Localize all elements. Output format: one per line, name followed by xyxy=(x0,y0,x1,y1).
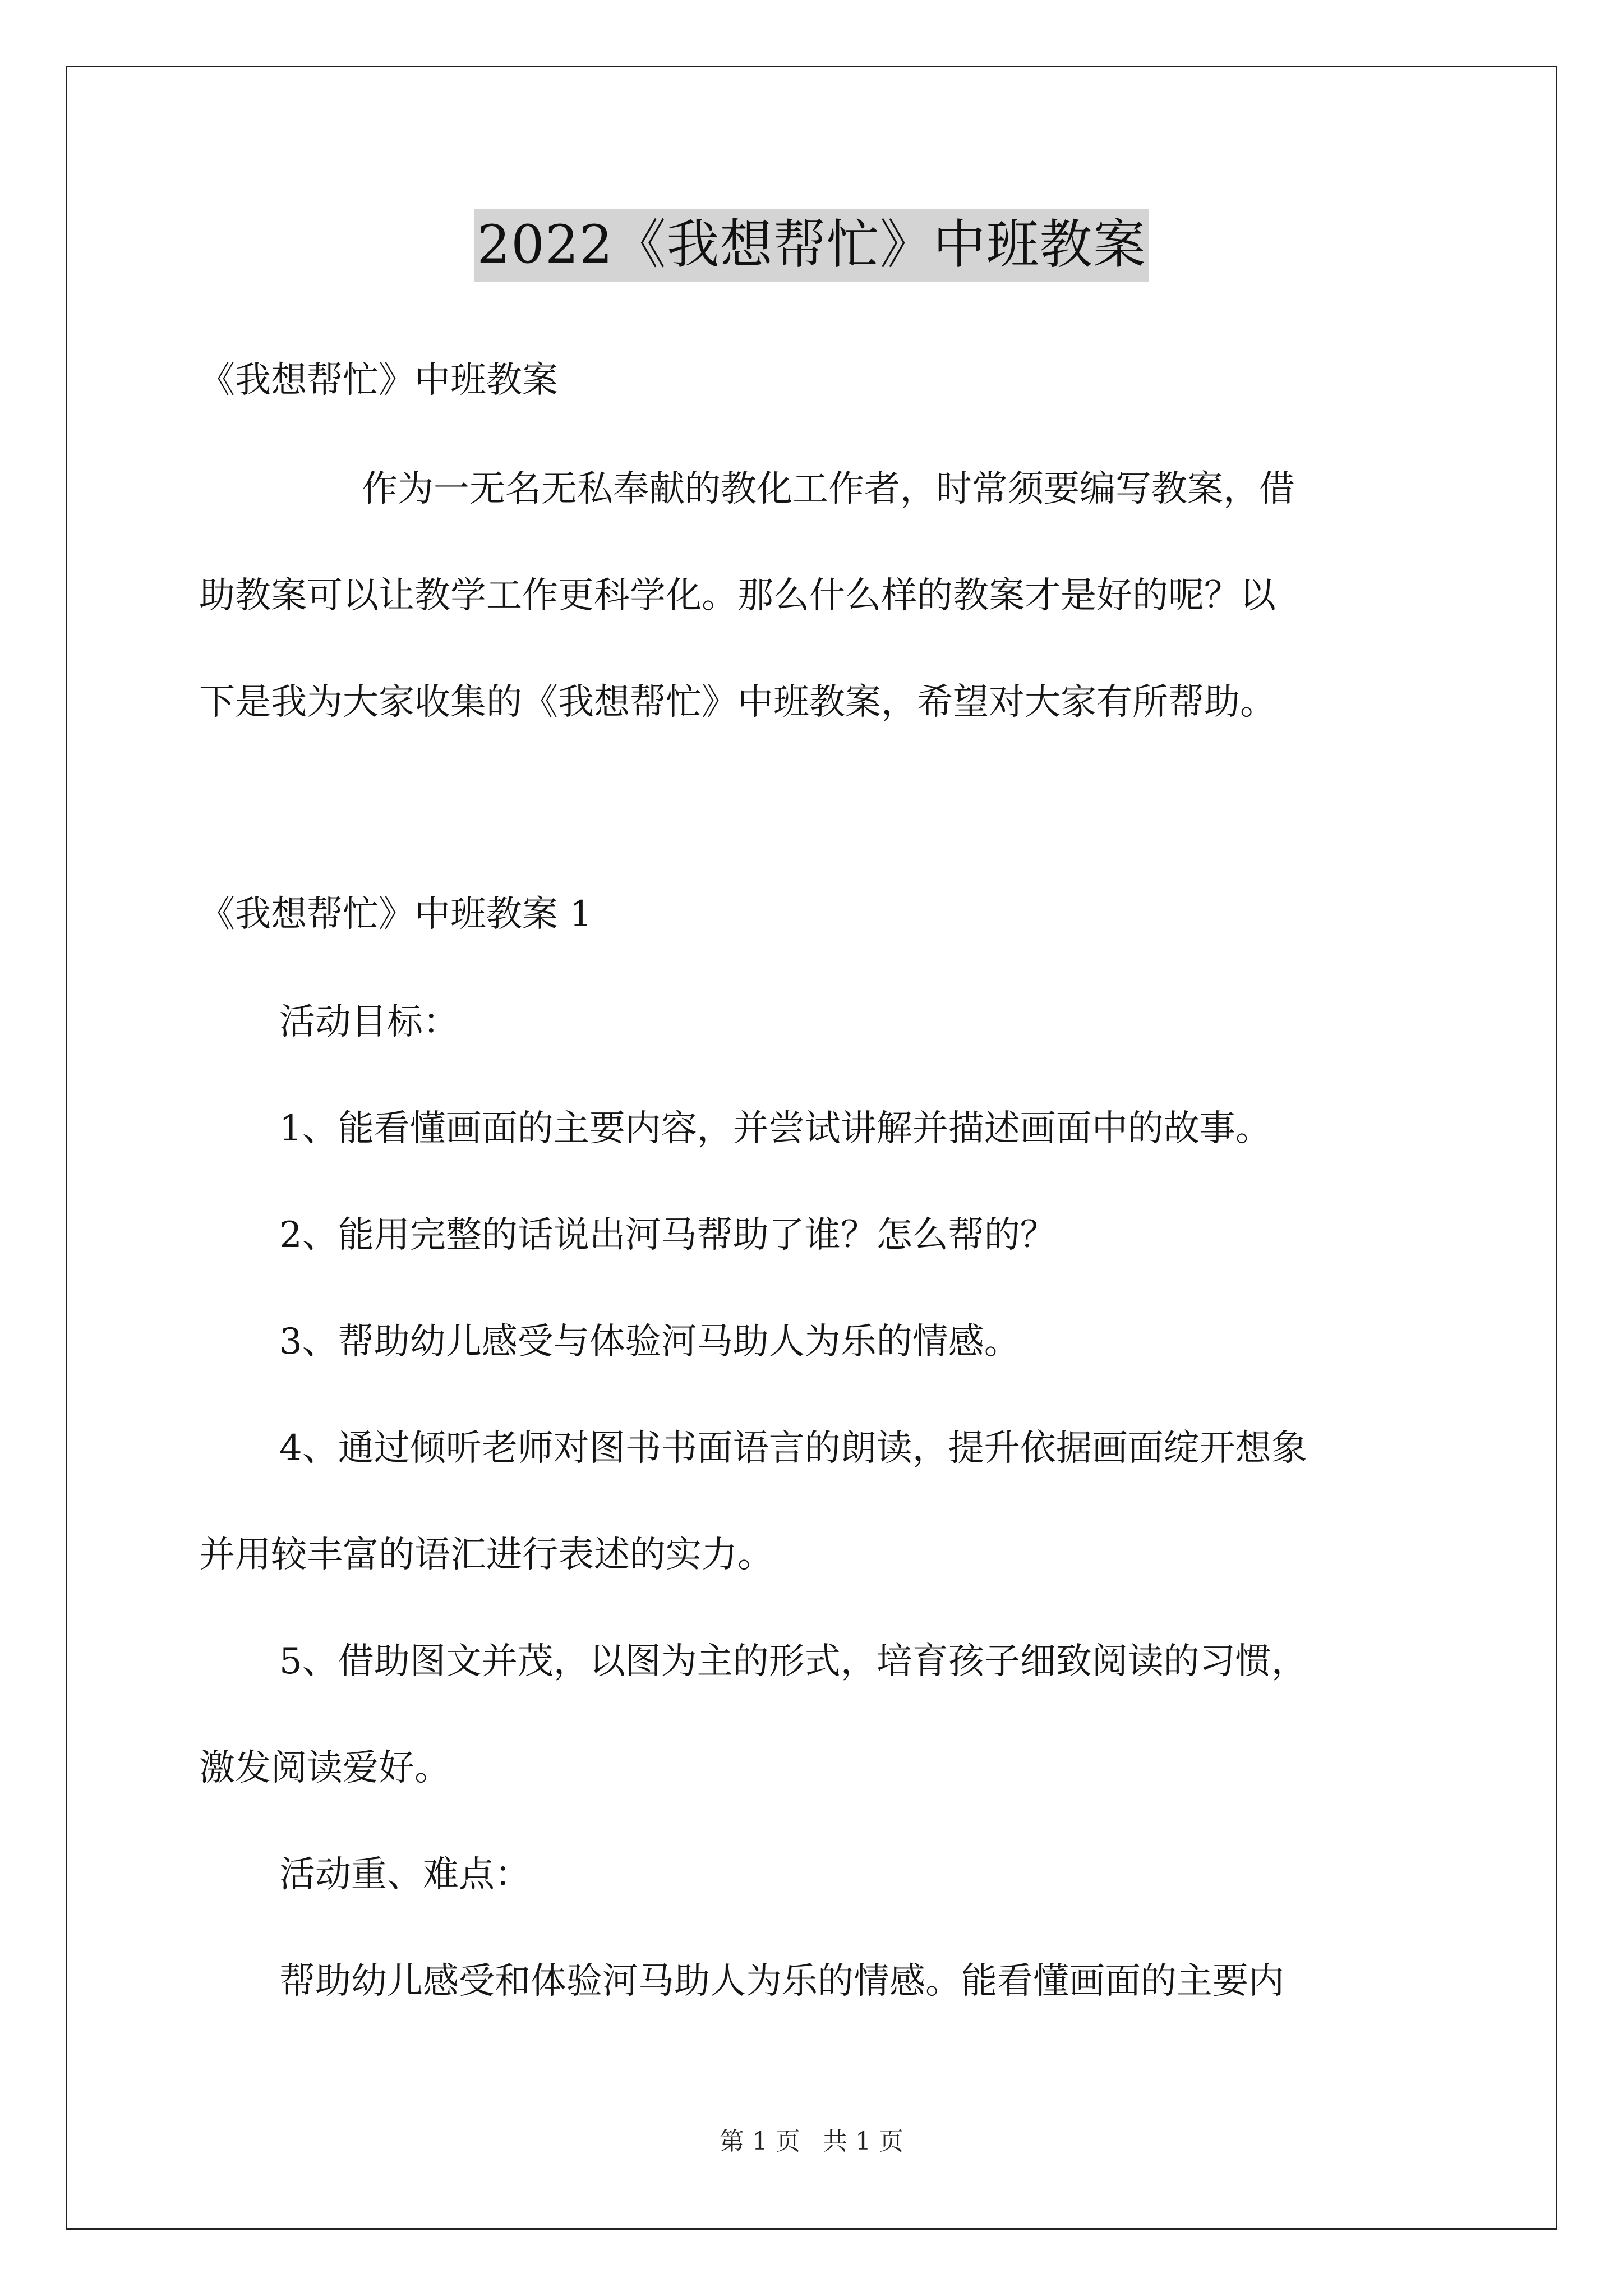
goal-item-5: 5、借助图文并茂，以图为主的形式，培育孩子细致阅读的习惯， xyxy=(279,1641,1307,1682)
key-points-heading: 活动重、难点： xyxy=(279,1854,531,1895)
goal-item-1: 1、能看懂画面的主要内容，并尝试讲解并描述画面中的故事。 xyxy=(279,1108,1271,1149)
key-points-line-1: 帮助幼儿感受和体验河马助人为乐的情感。能看懂画面的主要内 xyxy=(279,1961,1284,2002)
page-total: 共 1 页 xyxy=(823,2127,903,2156)
goals-heading: 活动目标： xyxy=(279,1001,459,1043)
document-title: 2022《我想帮忙》中班教案 xyxy=(474,209,1148,282)
intro-line-2: 助教案可以让教学工作更科学化。那么什么样的教案才是好的呢？以 xyxy=(199,575,1276,616)
goal-item-4-cont: 并用较丰富的语汇进行表述的实力。 xyxy=(199,1534,773,1576)
goal-item-4: 4、通过倾听老师对图书书面语言的朗读，提升依据画面绽开想象 xyxy=(279,1428,1307,1469)
section-heading: 《我想帮忙》中班教案 1 xyxy=(199,894,593,935)
page-number: 第 1 页 xyxy=(720,2127,800,2156)
document-subtitle: 《我想帮忙》中班教案 xyxy=(199,360,558,401)
page-footer xyxy=(0,2126,1623,2157)
intro-line-3: 下是我为大家收集的《我想帮忙》中班教案，希望对大家有所帮助。 xyxy=(199,682,1276,723)
goal-item-3: 3、帮助幼儿感受与体验河马助人为乐的情感。 xyxy=(279,1321,1020,1363)
goal-item-5-cont: 激发阅读爱好。 xyxy=(199,1747,450,1789)
goal-item-2: 2、能用完整的话说出河马帮助了谁？怎么帮的？ xyxy=(279,1214,1056,1256)
intro-line-1: 作为一无名无私奉献的教化工作者，时常须要编写教案，借 xyxy=(362,468,1295,510)
title-container xyxy=(0,209,1623,282)
